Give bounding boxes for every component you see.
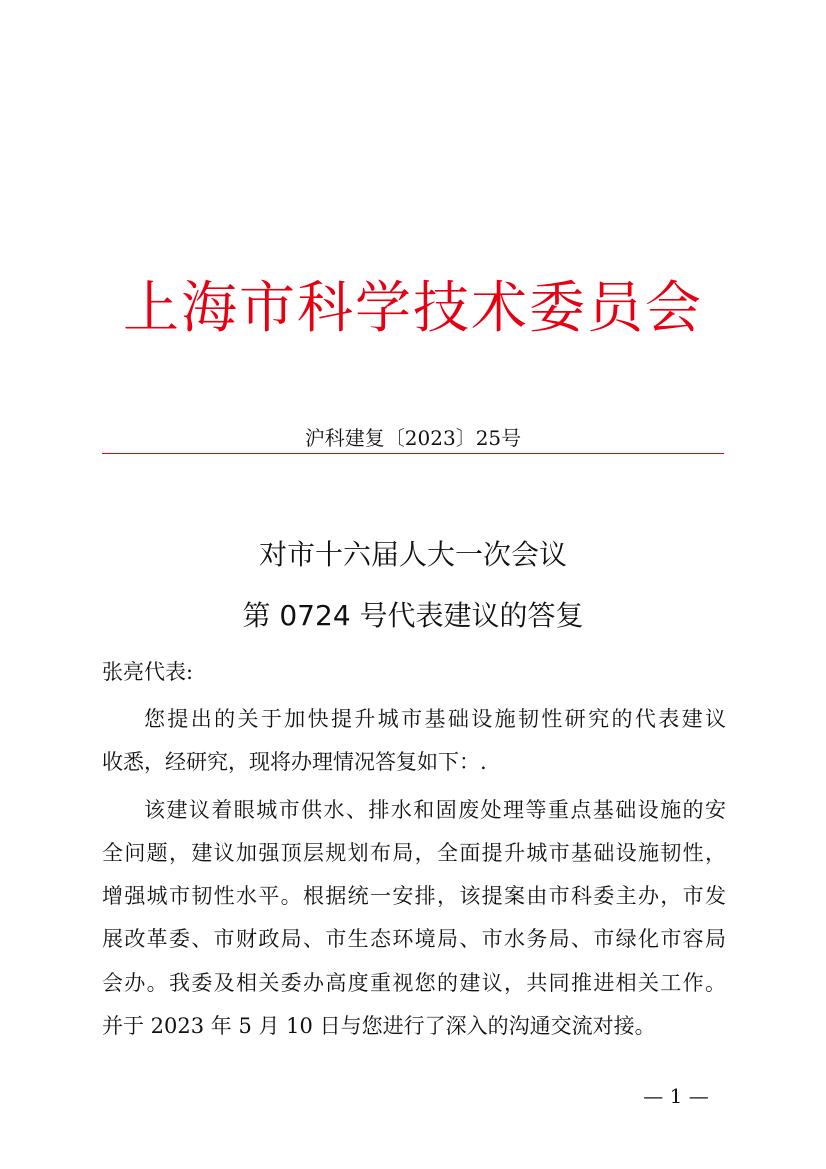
letterhead-organization: 上海市科学技术委员会: [123, 276, 703, 341]
paragraph-1-line-1: 您提出的关于加快提升城市基础设施韧性研究的代表建议: [144, 707, 726, 731]
reply-title-line-2: 第 0724 号代表建议的答复: [242, 599, 584, 632]
reply-title-line-1: 对市十六届人大一次会议: [258, 538, 567, 571]
paragraph-2-line-3: 增强城市韧性水平。根据统一安排，该提案由市科委主办，市发: [102, 884, 726, 908]
salutation: 张亮代表:: [102, 660, 194, 684]
paragraph-2-line-2: 全问题，建议加强顶层规划布局，全面提升城市基础设施韧性，: [102, 841, 726, 865]
letterhead-red-rule: [102, 453, 724, 454]
page-number: — 1 —: [643, 1084, 709, 1108]
paragraph-2-line-5: 会办。我委及相关委办高度重视您的建议，共同推进相关工作。: [102, 971, 726, 995]
paragraph-2-line-6: 并于 2023 年 5 月 10 日与您进行了深入的沟通交流对接。: [102, 1014, 656, 1038]
paragraph-2-line-1: 该建议着眼城市供水、排水和固废处理等重点基础设施的安: [144, 798, 726, 822]
paragraph-1-line-2: 收悉，经研究，现将办理情况答复如下：.: [102, 750, 487, 774]
document-number: 沪科建复〔2023〕25号: [304, 426, 522, 450]
paragraph-2-line-4: 展改革委、市财政局、市生态环境局、市水务局、市绿化市容局: [102, 927, 726, 951]
